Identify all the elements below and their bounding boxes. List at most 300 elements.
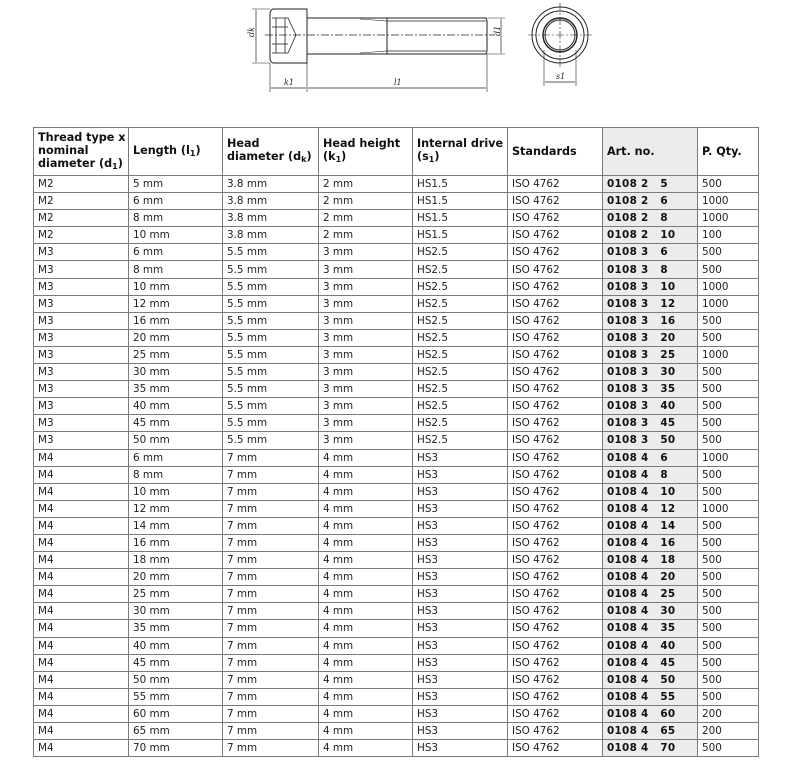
cell-internal-drive: HS3 [413,552,508,569]
table-row [34,227,759,244]
cell-length: 18 mm [129,552,223,569]
cell-standard: ISO 4762 [508,449,603,466]
table-row [34,586,759,603]
cell-head-diameter: 3.8 mm [223,210,319,227]
cell-head-diameter: 5.5 mm [223,278,319,295]
cell-head-height: 4 mm [319,534,413,551]
table-row [34,705,759,722]
cell-length: 45 mm [129,415,223,432]
cell-head-diameter: 7 mm [223,723,319,740]
cell-pack-qty: 500 [698,415,759,432]
cell-internal-drive: HS1.5 [413,227,508,244]
cell-standard: ISO 4762 [508,534,603,551]
cell-internal-drive: HS2.5 [413,398,508,415]
cell-standard: ISO 4762 [508,295,603,312]
table-row [34,244,759,261]
cell-length: 50 mm [129,432,223,449]
cell-head-height: 4 mm [319,569,413,586]
cell-art-no: 0108 4 40 [603,637,698,654]
table-row [34,415,759,432]
cell-internal-drive: HS2.5 [413,312,508,329]
cell-internal-drive: HS3 [413,705,508,722]
cell-internal-drive: HS3 [413,637,508,654]
cell-head-height: 3 mm [319,364,413,381]
cell-thread-type: M3 [34,295,129,312]
cell-length: 70 mm [129,740,223,757]
cell-internal-drive: HS3 [413,586,508,603]
cell-pack-qty: 500 [698,329,759,346]
cell-thread-type: M4 [34,688,129,705]
table-row [34,176,759,193]
cell-thread-type: M3 [34,278,129,295]
cell-pack-qty: 500 [698,740,759,757]
cell-thread-type: M2 [34,193,129,210]
cell-head-diameter: 7 mm [223,552,319,569]
cell-pack-qty: 1000 [698,278,759,295]
cell-pack-qty: 500 [698,364,759,381]
header-head-diameter [223,128,319,176]
cell-thread-type: M4 [34,603,129,620]
cell-standard: ISO 4762 [508,483,603,500]
cell-head-height: 4 mm [319,517,413,534]
cell-art-no: 0108 3 16 [603,312,698,329]
label-d1: d1 [493,25,502,36]
cell-internal-drive: HS2.5 [413,261,508,278]
cell-pack-qty: 500 [698,244,759,261]
cell-thread-type: M3 [34,261,129,278]
label-k1: k1 [284,78,294,87]
cell-length: 50 mm [129,671,223,688]
table-row [34,654,759,671]
cell-head-diameter: 5.5 mm [223,398,319,415]
cell-length: 25 mm [129,586,223,603]
cell-head-diameter: 5.5 mm [223,329,319,346]
cell-thread-type: M4 [34,534,129,551]
header-subscript: k [301,155,307,164]
cell-art-no: 0108 2 5 [603,176,698,193]
cell-internal-drive: HS3 [413,517,508,534]
cell-art-no: 0108 2 10 [603,227,698,244]
cell-length: 10 mm [129,227,223,244]
cell-length: 10 mm [129,483,223,500]
cell-internal-drive: HS3 [413,449,508,466]
cell-pack-qty: 100 [698,227,759,244]
cell-length: 14 mm [129,517,223,534]
cell-head-diameter: 5.5 mm [223,364,319,381]
table-row [34,620,759,637]
cell-internal-drive: HS2.5 [413,295,508,312]
cell-length: 30 mm [129,364,223,381]
cell-pack-qty: 500 [698,688,759,705]
cell-length: 12 mm [129,500,223,517]
header-subscript: 1 [428,155,435,164]
cell-head-diameter: 7 mm [223,740,319,757]
header-pack-qty [698,128,759,176]
cell-thread-type: M3 [34,244,129,261]
cell-head-height: 4 mm [319,466,413,483]
cell-standard: ISO 4762 [508,381,603,398]
cell-head-diameter: 3.8 mm [223,227,319,244]
cell-standard: ISO 4762 [508,586,603,603]
cell-head-diameter: 5.5 mm [223,432,319,449]
cell-length: 60 mm [129,705,223,722]
cell-head-diameter: 7 mm [223,466,319,483]
cell-head-height: 4 mm [319,637,413,654]
cell-head-height: 4 mm [319,723,413,740]
cell-head-height: 3 mm [319,432,413,449]
cell-head-diameter: 7 mm [223,654,319,671]
cell-head-height: 4 mm [319,552,413,569]
cell-internal-drive: HS3 [413,603,508,620]
cell-head-diameter: 7 mm [223,569,319,586]
cell-length: 12 mm [129,295,223,312]
cell-head-height: 3 mm [319,278,413,295]
cell-internal-drive: HS3 [413,569,508,586]
table-row [34,364,759,381]
table-row [34,329,759,346]
cell-head-diameter: 3.8 mm [223,176,319,193]
cell-internal-drive: HS2.5 [413,415,508,432]
cell-head-diameter: 7 mm [223,483,319,500]
header-label-tail: ) [117,156,123,170]
cell-internal-drive: HS2.5 [413,244,508,261]
cell-pack-qty: 1000 [698,193,759,210]
cell-art-no: 0108 4 65 [603,723,698,740]
table-row [34,278,759,295]
cell-head-height: 3 mm [319,381,413,398]
cell-internal-drive: HS3 [413,723,508,740]
cell-art-no: 0108 3 50 [603,432,698,449]
cell-standard: ISO 4762 [508,654,603,671]
header-subscript: 1 [189,148,196,158]
table-row [34,637,759,654]
cell-standard: ISO 4762 [508,432,603,449]
cell-length: 40 mm [129,637,223,654]
cell-head-height: 4 mm [319,449,413,466]
cell-head-diameter: 5.5 mm [223,261,319,278]
cell-standard: ISO 4762 [508,346,603,363]
cell-art-no: 0108 3 8 [603,261,698,278]
cell-internal-drive: HS3 [413,466,508,483]
cell-art-no: 0108 4 50 [603,671,698,688]
cell-pack-qty: 500 [698,586,759,603]
cell-internal-drive: HS3 [413,654,508,671]
header-standards [508,128,603,176]
cell-thread-type: M4 [34,705,129,722]
cell-thread-type: M2 [34,227,129,244]
cell-art-no: 0108 4 10 [603,483,698,500]
cell-standard: ISO 4762 [508,671,603,688]
header-label: Art. no. [607,145,655,158]
cell-head-diameter: 7 mm [223,586,319,603]
cell-thread-type: M4 [34,637,129,654]
cell-head-diameter: 5.5 mm [223,295,319,312]
cell-thread-type: M4 [34,466,129,483]
cell-thread-type: M4 [34,740,129,757]
cell-head-diameter: 7 mm [223,449,319,466]
table-header-row [34,128,759,176]
cell-internal-drive: HS2.5 [413,329,508,346]
cell-length: 6 mm [129,244,223,261]
cell-art-no: 0108 4 18 [603,552,698,569]
cell-pack-qty: 500 [698,398,759,415]
cell-head-height: 4 mm [319,483,413,500]
label-dk: dk [247,27,256,37]
cell-length: 8 mm [129,210,223,227]
cell-length: 40 mm [129,398,223,415]
cell-standard: ISO 4762 [508,176,603,193]
cell-internal-drive: HS3 [413,483,508,500]
cell-thread-type: M3 [34,432,129,449]
header-label: Standards [512,145,577,158]
table-row [34,295,759,312]
cell-art-no: 0108 4 8 [603,466,698,483]
cell-head-diameter: 5.5 mm [223,312,319,329]
cell-art-no: 0108 4 12 [603,500,698,517]
cell-thread-type: M2 [34,176,129,193]
cell-art-no: 0108 4 60 [603,705,698,722]
cell-head-height: 4 mm [319,654,413,671]
table-row [34,534,759,551]
cell-head-diameter: 7 mm [223,688,319,705]
cell-pack-qty: 500 [698,637,759,654]
table-row [34,312,759,329]
cell-head-diameter: 5.5 mm [223,346,319,363]
cell-art-no: 0108 2 6 [603,193,698,210]
cell-pack-qty: 500 [698,312,759,329]
cell-head-diameter: 7 mm [223,637,319,654]
header-subscript: 1 [335,155,342,164]
cell-length: 5 mm [129,176,223,193]
cell-thread-type: M4 [34,569,129,586]
cell-thread-type: M4 [34,654,129,671]
cell-standard: ISO 4762 [508,705,603,722]
cell-head-diameter: 5.5 mm [223,381,319,398]
cell-pack-qty: 500 [698,569,759,586]
header-label-tail: ) [341,150,347,163]
cell-thread-type: M2 [34,210,129,227]
table-row [34,740,759,757]
cell-length: 35 mm [129,620,223,637]
cell-length: 16 mm [129,534,223,551]
table-row [34,671,759,688]
cell-pack-qty: 500 [698,620,759,637]
table-row [34,569,759,586]
table-row [34,723,759,740]
cell-thread-type: M3 [34,329,129,346]
cell-art-no: 0108 3 10 [603,278,698,295]
cell-standard: ISO 4762 [508,620,603,637]
cell-art-no: 0108 3 25 [603,346,698,363]
table-row [34,261,759,278]
cell-standard: ISO 4762 [508,329,603,346]
cell-internal-drive: HS2.5 [413,346,508,363]
cell-thread-type: M4 [34,620,129,637]
header-label: Thread type x nominal diameter (d [38,130,126,170]
screw-spec-table [33,127,759,757]
cell-pack-qty: 500 [698,552,759,569]
cell-internal-drive: HS3 [413,740,508,757]
cell-thread-type: M4 [34,552,129,569]
cell-standard: ISO 4762 [508,227,603,244]
cell-thread-type: M3 [34,364,129,381]
cell-head-height: 3 mm [319,398,413,415]
cell-internal-drive: HS3 [413,620,508,637]
cell-pack-qty: 500 [698,603,759,620]
cell-length: 8 mm [129,466,223,483]
cell-internal-drive: HS2.5 [413,278,508,295]
cell-pack-qty: 200 [698,723,759,740]
cell-head-diameter: 7 mm [223,534,319,551]
cell-head-diameter: 7 mm [223,500,319,517]
cell-standard: ISO 4762 [508,244,603,261]
cell-thread-type: M3 [34,312,129,329]
cell-thread-type: M4 [34,500,129,517]
cell-art-no: 0108 4 30 [603,603,698,620]
cell-thread-type: M4 [34,517,129,534]
table-row [34,210,759,227]
cell-head-diameter: 5.5 mm [223,415,319,432]
header-label: Head diameter (d [227,137,302,163]
table-row [34,346,759,363]
cell-head-height: 2 mm [319,210,413,227]
table-row [34,500,759,517]
cell-thread-type: M4 [34,671,129,688]
header-label: Head height (k [323,137,401,163]
cell-art-no: 0108 4 25 [603,586,698,603]
cell-head-height: 3 mm [319,346,413,363]
cell-head-diameter: 7 mm [223,705,319,722]
table-row [34,193,759,210]
cell-pack-qty: 1000 [698,295,759,312]
table-row [34,449,759,466]
cell-internal-drive: HS1.5 [413,210,508,227]
header-subscript: 1 [112,161,118,171]
cell-art-no: 0108 3 35 [603,381,698,398]
cell-art-no: 0108 4 14 [603,517,698,534]
cell-head-height: 4 mm [319,688,413,705]
cell-length: 25 mm [129,346,223,363]
cell-length: 6 mm [129,449,223,466]
screw-technical-drawing [0,0,790,100]
cell-art-no: 0108 2 8 [603,210,698,227]
cell-pack-qty: 1000 [698,500,759,517]
cell-head-diameter: 7 mm [223,620,319,637]
cell-pack-qty: 500 [698,261,759,278]
header-label-tail: ) [195,143,201,157]
cell-art-no: 0108 3 40 [603,398,698,415]
header-head-height [319,128,413,176]
cell-art-no: 0108 3 12 [603,295,698,312]
cell-thread-type: M4 [34,723,129,740]
cell-internal-drive: HS3 [413,671,508,688]
cell-head-height: 4 mm [319,740,413,757]
cell-internal-drive: HS1.5 [413,193,508,210]
header-label-tail: ) [306,150,312,163]
cell-head-diameter: 7 mm [223,517,319,534]
cell-head-height: 3 mm [319,415,413,432]
cell-pack-qty: 500 [698,654,759,671]
cell-internal-drive: HS2.5 [413,432,508,449]
cell-head-height: 4 mm [319,620,413,637]
header-label: P. Qty. [702,145,742,158]
cell-head-height: 4 mm [319,603,413,620]
cell-head-diameter: 7 mm [223,671,319,688]
cell-art-no: 0108 3 30 [603,364,698,381]
cell-head-diameter: 7 mm [223,603,319,620]
cell-standard: ISO 4762 [508,398,603,415]
cell-standard: ISO 4762 [508,723,603,740]
cell-art-no: 0108 4 55 [603,688,698,705]
cell-thread-type: M4 [34,449,129,466]
table-row [34,483,759,500]
cell-art-no: 0108 4 45 [603,654,698,671]
cell-thread-type: M4 [34,586,129,603]
cell-standard: ISO 4762 [508,500,603,517]
table-row [34,432,759,449]
cell-length: 30 mm [129,603,223,620]
table-row [34,688,759,705]
cell-standard: ISO 4762 [508,552,603,569]
cell-head-height: 3 mm [319,312,413,329]
header-length [129,128,223,176]
table-row [34,381,759,398]
cell-pack-qty: 200 [698,705,759,722]
table-row [34,603,759,620]
cell-internal-drive: HS3 [413,534,508,551]
cell-pack-qty: 500 [698,483,759,500]
cell-head-height: 2 mm [319,227,413,244]
cell-art-no: 0108 4 6 [603,449,698,466]
cell-head-height: 3 mm [319,329,413,346]
screw-shank-outline [307,18,487,54]
table-row [34,552,759,569]
cell-length: 16 mm [129,312,223,329]
cell-standard: ISO 4762 [508,261,603,278]
cell-pack-qty: 500 [698,517,759,534]
cell-internal-drive: HS3 [413,500,508,517]
cell-internal-drive: HS1.5 [413,176,508,193]
cell-standard: ISO 4762 [508,210,603,227]
cell-standard: ISO 4762 [508,637,603,654]
cell-length: 35 mm [129,381,223,398]
cell-thread-type: M3 [34,398,129,415]
cell-length: 10 mm [129,278,223,295]
cell-head-height: 4 mm [319,500,413,517]
cell-thread-type: M3 [34,415,129,432]
cell-head-height: 4 mm [319,705,413,722]
table-row [34,398,759,415]
cell-length: 20 mm [129,329,223,346]
cell-head-height: 2 mm [319,193,413,210]
cell-art-no: 0108 3 45 [603,415,698,432]
cell-length: 55 mm [129,688,223,705]
cell-head-diameter: 3.8 mm [223,193,319,210]
cell-standard: ISO 4762 [508,415,603,432]
cell-head-height: 2 mm [319,176,413,193]
cell-standard: ISO 4762 [508,312,603,329]
cell-pack-qty: 500 [698,176,759,193]
cell-length: 45 mm [129,654,223,671]
cell-art-no: 0108 4 20 [603,569,698,586]
table-row [34,466,759,483]
cell-length: 8 mm [129,261,223,278]
cell-pack-qty: 1000 [698,346,759,363]
header-label: Length (l [133,143,190,157]
cell-standard: ISO 4762 [508,364,603,381]
cell-length: 6 mm [129,193,223,210]
header-label: Internal drive (s [417,137,504,163]
